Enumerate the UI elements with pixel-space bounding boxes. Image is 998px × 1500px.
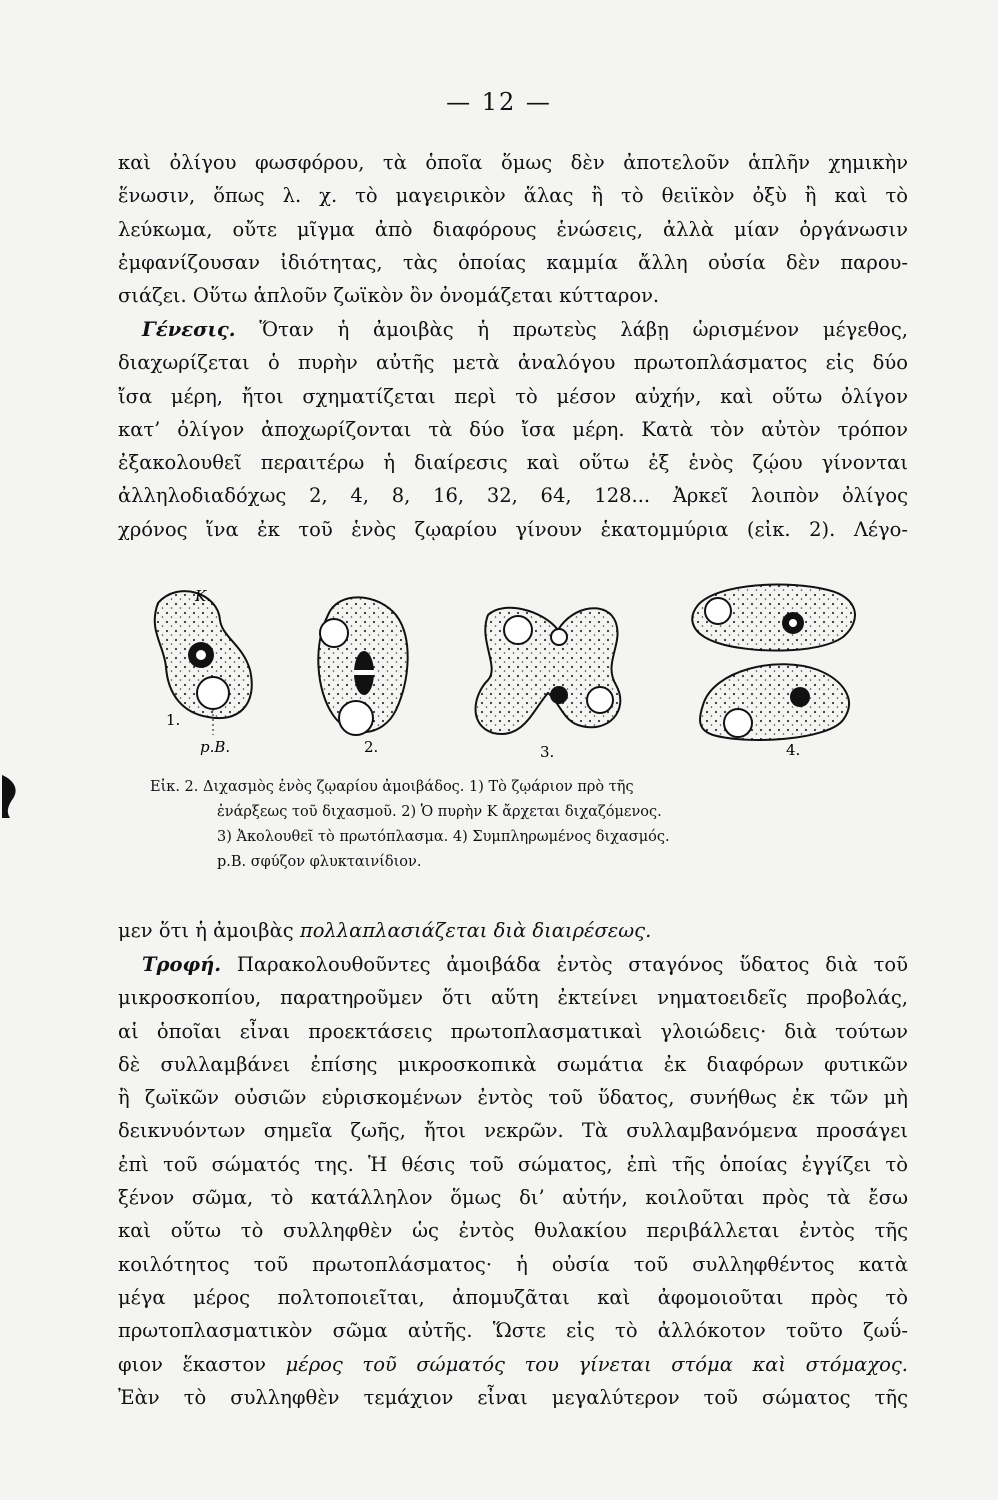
text-line: ἐπὶ τοῦ σώματός της. Ἡ θέσις τοῦ σώματος, ἐπὶ τῆς ὁποίας ἐγγίζει τὸ bbox=[118, 1152, 908, 1176]
contractile-vacuole bbox=[197, 677, 229, 709]
amoeba-illustration bbox=[138, 575, 868, 775]
text-run: μεν ὅτι ἡ ἀμοιβὰς bbox=[118, 919, 300, 942]
text-line: μέγα μέρος πολτοποιεῖται, ἀπομυζᾶται καὶ ἀφομοιοῦται πρὸς τὸ bbox=[118, 1285, 908, 1309]
caption-line: p.B. σφύζον φλυκταινίδιον. bbox=[217, 854, 422, 870]
text-line: καὶ οὕτω τὸ συλληφθὲν ὡς ἐντὸς θυλακίου περιβάλλεται ἐντὸς τῆς bbox=[118, 1219, 908, 1243]
text-line: λεύκωμα, οὔτε μῖγμα ἀπὸ διαφόρους ἑνώσεις, ἀλλὰ μίαν ὀργάνωσιν bbox=[118, 217, 908, 241]
text-line bbox=[118, 914, 908, 947]
text-line: σιάζει. Οὕτω ἁπλοῦν ζωϊκὸν ὂν ὀνομάζεται κύτταρον. bbox=[118, 284, 660, 308]
scan-margin-mark bbox=[0, 770, 22, 820]
figure-label-2: 2. bbox=[364, 738, 379, 756]
text-line: ἴσα μέρη, ἤτοι σχηματίζεται περὶ τὸ μέσον αὐχήν, καὶ οὕτω ὀλίγον bbox=[118, 384, 908, 408]
figure-label-1: 1. bbox=[166, 711, 181, 729]
text-line: ἕνωσιν, ὅπως λ. χ. τὸ μαγειρικὸν ἅλας ἢ τὸ θειϊκὸν ὀξὺ ἢ καὶ τὸ bbox=[118, 184, 908, 208]
caption-line: Εἰκ. 2. Διχασμὸς ἑνὸς ζῳαρίου ἀμοιβάδος. 1) Τὸ ζῳάριον πρὸ τῆς bbox=[150, 779, 634, 795]
figure-label-4: 4. bbox=[786, 741, 801, 759]
italic-run: μέρος τοῦ σώματός του γίνεται στόμα καὶ στόμαχος. bbox=[285, 1352, 908, 1376]
amoeba-stage-4 bbox=[692, 585, 855, 759]
text-line: κοιλότητος τοῦ πρωτοπλάσματος· ἡ οὐσία τοῦ συλληφθέντος κατὰ bbox=[118, 1252, 908, 1276]
text-line: αἱ ὁποῖαι εἶναι προεκτάσεις πρωτοπλασματικαὶ γλοιώδεις· διὰ τούτων bbox=[118, 1019, 908, 1043]
text-line: δεικνυόντων σημεῖα ζωῆς, ἤτοι νεκρῶν. Τὰ συλλαμβανόμενα προσάγει bbox=[118, 1119, 908, 1143]
figure-caption bbox=[150, 775, 870, 875]
page-number: — 12 — bbox=[446, 88, 552, 116]
text-line: καὶ ὀλίγου φωσφόρου, τὰ ὁποῖα ὅμως δὲν ἀποτελοῦν ἁπλῆν χημικὴν bbox=[118, 151, 908, 174]
text-line: χρόνος ἵνα ἐκ τοῦ ἑνὸς ζῳαρίου γίνουν ἑκατομμύρια (εἰκ. 2). Λέγο- bbox=[118, 517, 908, 541]
text-line: ἐμφανίζουσαν ἰδιότητας, τὰς ὁποίας καμμία ἄλλη οὐσία δὲν παρου- bbox=[118, 250, 908, 274]
text-run: Ὅταν ἡ ἀμοιβὰς ἡ πρωτεὺς λάβῃ ὡρισμένον μέγεθος, bbox=[235, 318, 908, 341]
text-line: κατ’ ὀλίγον ἀποχωρίζονται τὰ δύο ἴσα μέρη. Κατὰ τὸν αὐτὸν τρόπον bbox=[118, 417, 908, 441]
italic-run: πολλαπλασιάζεται διὰ διαιρέσεως. bbox=[299, 919, 652, 942]
text-line bbox=[118, 313, 908, 346]
text-line bbox=[118, 948, 908, 981]
text-run: φιον ἕκαστον bbox=[118, 1352, 286, 1376]
text-line: ἀλληλοδιαδόχως 2, 4, 8, 16, 32, 64, 128... Ἀρκεῖ λοιπὸν ὀλίγος bbox=[118, 484, 908, 508]
text-line: ἐξακολουθεῖ περαιτέρω ἡ διαίρεσις καὶ οὕτω ἐξ ἑνὸς ζῴου γίνονται bbox=[118, 451, 908, 475]
text-line: μικροσκοπίου, παρατηροῦμεν ὅτι αὕτη ἐκτείνει νηματοειδεῖς προβολάς, bbox=[118, 986, 908, 1010]
text-line: ξένον σῶμα, τὸ κατάλληλον ὅμως δι’ αὐτήν, κοιλοῦται πρὸς τὰ ἔσω bbox=[118, 1186, 908, 1210]
section-heading-genesis: Γένεσις. bbox=[142, 318, 236, 341]
section-heading-trophe: Τροφή. bbox=[142, 953, 222, 976]
caption-line: ἐνάρξεως τοῦ διχασμοῦ. 2) Ὁ πυρὴν Κ ἄρχεται διχαζόμενος. bbox=[217, 804, 662, 820]
caption-line: 3) Ἀκολουθεῖ τὸ πρωτόπλασμα. 4) Συμπληρωμένος διχασμός. bbox=[217, 829, 670, 845]
text-line: δὲ συλλαμβάνει ἐπίσης μικροσκοπικὰ σωμάτια ἐκ διαφόρων φυτικῶν bbox=[118, 1052, 908, 1076]
text-line: πρωτοπλασματικὸν σῶμα αὐτῆς. Ὥστε εἰς τὸ ἀλλόκοτον τοῦτο ζωΰ- bbox=[118, 1319, 908, 1343]
figure-amoeba-division bbox=[138, 575, 868, 775]
paragraph-composition bbox=[118, 146, 908, 312]
figure-label-pv: p.B. bbox=[200, 738, 231, 756]
text-line: διαχωρίζεται ὁ πυρὴν αὐτῆς μετὰ ἀναλόγου πρωτοπλάσματος εἰς δύο bbox=[118, 351, 908, 375]
text-run: Παρακολουθοῦντες ἀμοιβάδα ἐντὸς σταγόνος ὕδατος διὰ τοῦ bbox=[221, 953, 908, 976]
amoeba-stage-3 bbox=[476, 608, 621, 761]
paragraph-genesis bbox=[118, 313, 908, 546]
text-line: Ἐὰν τὸ συλληφθὲν τεμάχιον εἶναι μεγαλύτερον τοῦ σώματος τῆς bbox=[118, 1385, 908, 1409]
figure-label-3: 3. bbox=[540, 743, 555, 761]
figure-label-k: Κ. bbox=[195, 587, 211, 605]
amoeba-stage-1 bbox=[155, 587, 252, 756]
text-line bbox=[118, 1348, 908, 1381]
text-line: ἢ ζωϊκῶν οὐσιῶν εὑρισκομένων ἐντὸς τοῦ ὕδατος, συνήθως ἐκ τῶν μὴ bbox=[118, 1086, 908, 1110]
paragraph-multiplication bbox=[118, 914, 908, 947]
paragraph-nutrition bbox=[118, 948, 908, 1414]
amoeba-stage-2 bbox=[318, 597, 407, 756]
